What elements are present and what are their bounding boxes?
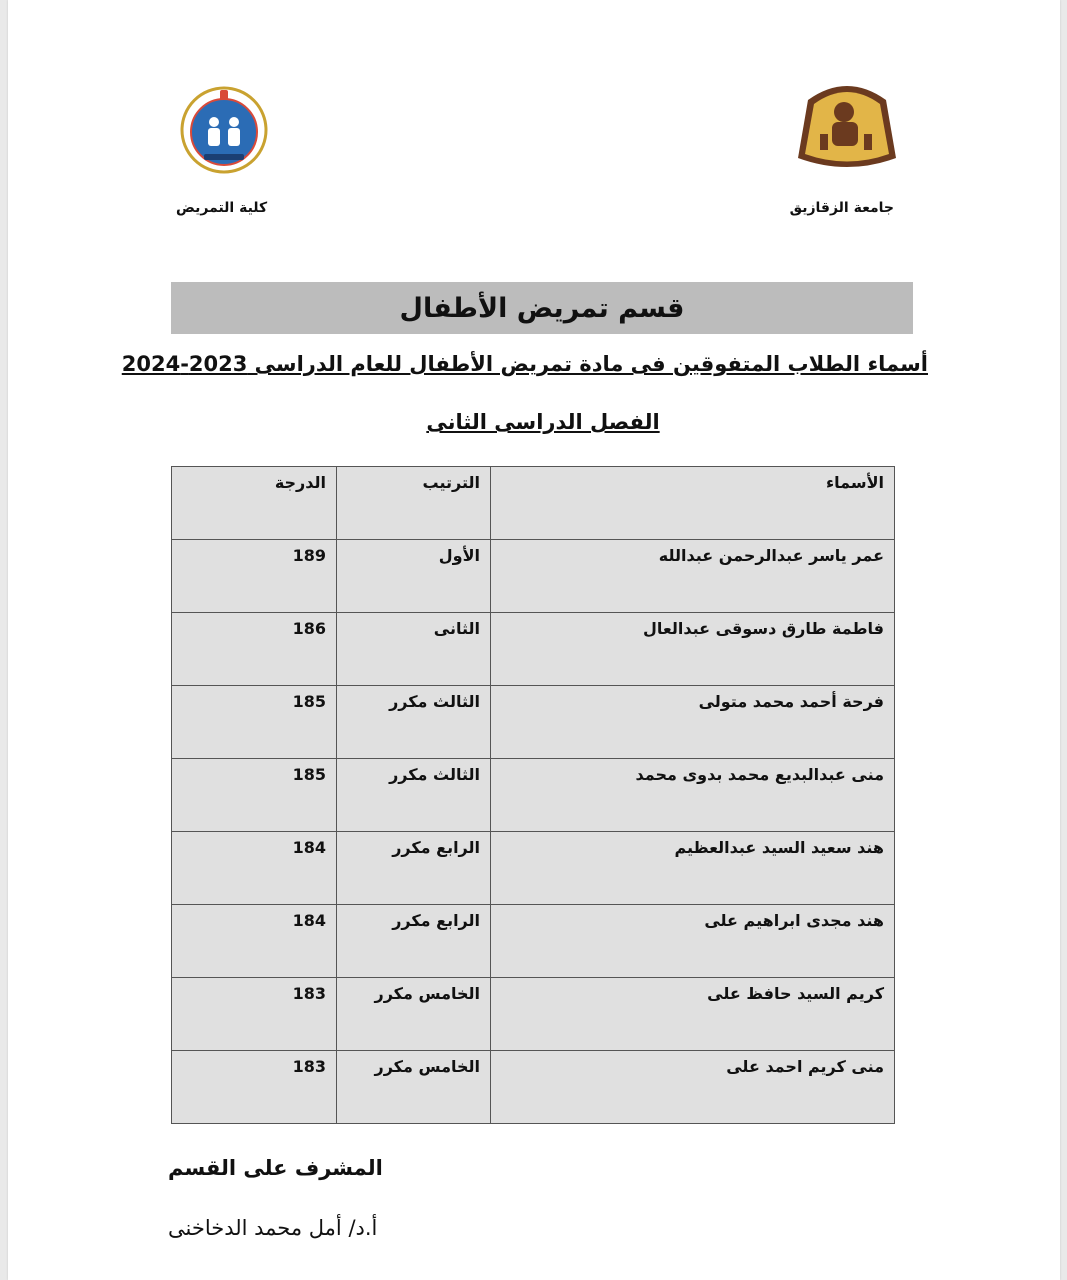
student-score	[172, 686, 337, 759]
table-row	[172, 1051, 895, 1124]
university-name: جامعة الزقازيق	[789, 200, 894, 216]
student-score	[172, 832, 337, 905]
student-name: عمر ياسر عبدالرحمن عبدالله	[491, 540, 895, 613]
student-score-value: 189	[292, 546, 326, 565]
top-students-table	[171, 466, 895, 1124]
student-score-value: 183	[292, 984, 326, 1003]
student-name: هند مجدى ابراهيم على	[491, 905, 895, 978]
student-rank: الثانى	[337, 613, 491, 686]
student-rank: الثالث مكرر	[337, 759, 491, 832]
student-rank: الأول	[337, 540, 491, 613]
student-name: فرحة أحمد محمد متولى	[491, 686, 895, 759]
table-row	[172, 686, 895, 759]
student-score	[172, 613, 337, 686]
header-name: الأسماء	[491, 467, 895, 540]
table-row	[172, 759, 895, 832]
student-score	[172, 1051, 337, 1124]
table-row	[172, 613, 895, 686]
student-score	[172, 905, 337, 978]
supervisor-title: المشرف على القسم	[168, 1156, 383, 1180]
student-rank: الرابع مكرر	[337, 905, 491, 978]
header-rank: الترتيب	[337, 467, 491, 540]
student-rank: الخامس مكرر	[337, 1051, 491, 1124]
zagazig-university-logo-icon	[788, 78, 906, 176]
student-score-value: 185	[292, 692, 326, 711]
faculty-name: كلية التمريض	[176, 200, 268, 216]
student-name: فاطمة طارق دسوقى عبدالعال	[491, 613, 895, 686]
student-rank: الثالث مكرر	[337, 686, 491, 759]
student-score	[172, 759, 337, 832]
header-score	[172, 467, 337, 540]
student-score-value: 185	[292, 765, 326, 784]
supervisor-name: أ.د/ أمل محمد الدخاخنى	[168, 1216, 378, 1240]
student-name: منى كريم احمد على	[491, 1051, 895, 1124]
student-score	[172, 540, 337, 613]
table-row	[172, 540, 895, 613]
student-name: منى عبدالبديع محمد بدوى محمد	[491, 759, 895, 832]
student-score-value: 184	[292, 911, 326, 930]
department-title	[171, 282, 913, 334]
student-name: كريم السيد حافظ على	[491, 978, 895, 1051]
student-rank: الخامس مكرر	[337, 978, 491, 1051]
student-rank: الرابع مكرر	[337, 832, 491, 905]
header-score-text: الدرجة	[274, 473, 326, 492]
student-score-value: 184	[292, 838, 326, 857]
document-page	[8, 0, 1060, 1280]
table-header-row	[172, 467, 895, 540]
student-name: هند سعيد السيد عبدالعظيم	[491, 832, 895, 905]
student-score-value: 186	[292, 619, 326, 638]
nursing-faculty-logo-icon	[178, 84, 270, 176]
department-title-text: قسم تمريض الأطفال	[399, 292, 685, 324]
table-row	[172, 832, 895, 905]
semester-title: الفصل الدراسى الثانى	[426, 410, 660, 434]
table-row	[172, 905, 895, 978]
student-score	[172, 978, 337, 1051]
table-row	[172, 978, 895, 1051]
student-score-value: 183	[292, 1057, 326, 1076]
document-subtitle: أسماء الطلاب المتفوقين فى مادة تمريض الأطفال للعام الدراسى 2023-2024	[121, 352, 928, 376]
